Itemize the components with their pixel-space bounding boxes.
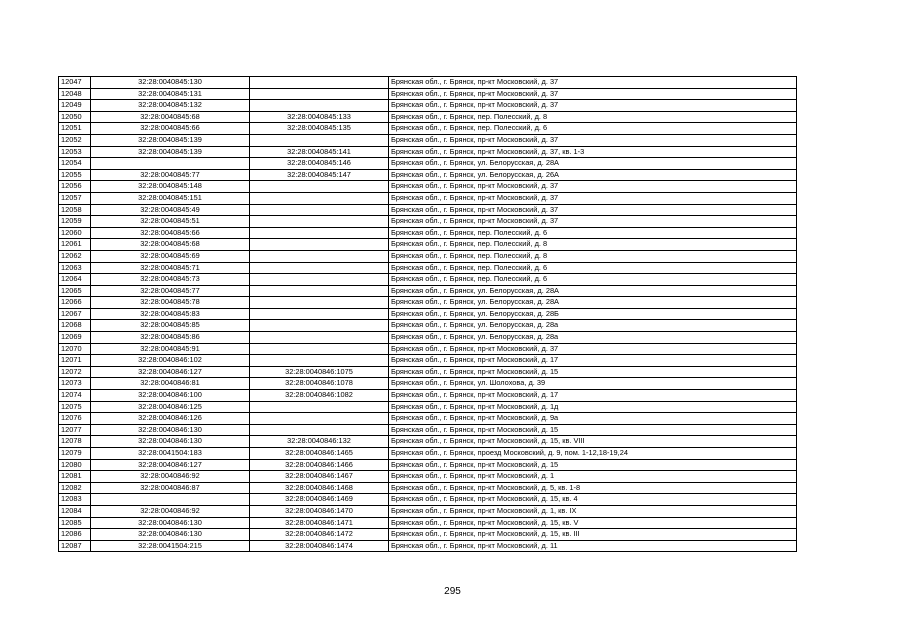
- cadastral-number-cell: 32:28:0040845:91: [91, 343, 250, 355]
- address-cell: Брянская обл., г. Брянск, пр-кт Московский, д. 15: [389, 366, 797, 378]
- table-row: [59, 204, 797, 216]
- related-cadastral-number-cell: [250, 227, 389, 239]
- address-cell: Брянская обл., г. Брянск, ул. Шолохова, д. 39: [389, 378, 797, 390]
- row-number-cell: 12083: [59, 494, 91, 506]
- table-row: [59, 355, 797, 367]
- related-cadastral-number-cell: [250, 413, 389, 425]
- address-cell: Брянская обл., г. Брянск, пр-кт Московский, д. 1, кв. IX: [389, 505, 797, 517]
- table-row: [59, 100, 797, 112]
- related-cadastral-number-cell: 32:28:0040845:141: [250, 146, 389, 158]
- table-row: [59, 216, 797, 228]
- related-cadastral-number-cell: 32:28:0040846:1469: [250, 494, 389, 506]
- cadastral-number-cell: 32:28:0040845:139: [91, 146, 250, 158]
- row-number-cell: 12085: [59, 517, 91, 529]
- cadastral-number-cell: 32:28:0040845:77: [91, 285, 250, 297]
- address-cell: Брянская обл., г. Брянск, ул. Белорусская, д. 28Б: [389, 308, 797, 320]
- cadastral-number-cell: 32:28:0041504:215: [91, 540, 250, 552]
- related-cadastral-number-cell: [250, 250, 389, 262]
- row-number-cell: 12065: [59, 285, 91, 297]
- address-cell: Брянская обл., г. Брянск, проезд Московский, д. 9, пом. 1-12,18-19,24: [389, 448, 797, 460]
- table-row: [59, 332, 797, 344]
- row-number-cell: 12064: [59, 274, 91, 286]
- table-row: [59, 250, 797, 262]
- cadastral-number-cell: 32:28:0040846:100: [91, 390, 250, 402]
- address-cell: Брянская обл., г. Брянск, ул. Белорусская, д. 28А: [389, 285, 797, 297]
- table-row: [59, 285, 797, 297]
- row-number-cell: 12074: [59, 390, 91, 402]
- table-row: [59, 529, 797, 541]
- address-cell: Брянская обл., г. Брянск, пер. Полесский, д. 8: [389, 239, 797, 251]
- related-cadastral-number-cell: [250, 308, 389, 320]
- related-cadastral-number-cell: 32:28:0040846:1474: [250, 540, 389, 552]
- row-number-cell: 12072: [59, 366, 91, 378]
- related-cadastral-number-cell: [250, 297, 389, 309]
- address-cell: Брянская обл., г. Брянск, пр-кт Московский, д. 37: [389, 134, 797, 146]
- cadastral-number-cell: 32:28:0040846:130: [91, 436, 250, 448]
- cadastral-number-cell: 32:28:0040845:148: [91, 181, 250, 193]
- row-number-cell: 12087: [59, 540, 91, 552]
- row-number-cell: 12075: [59, 401, 91, 413]
- row-number-cell: 12047: [59, 77, 91, 89]
- related-cadastral-number-cell: 32:28:0040846:1470: [250, 505, 389, 517]
- cadastral-number-cell: 32:28:0040845:131: [91, 88, 250, 100]
- related-cadastral-number-cell: 32:28:0040846:1465: [250, 448, 389, 460]
- row-number-cell: 12073: [59, 378, 91, 390]
- related-cadastral-number-cell: [250, 134, 389, 146]
- address-cell: Брянская обл., г. Брянск, пр-кт Московский, д. 9а: [389, 413, 797, 425]
- table-row: [59, 448, 797, 460]
- address-cell: Брянская обл., г. Брянск, ул. Белорусская, д. 28а: [389, 332, 797, 344]
- related-cadastral-number-cell: 32:28:0040846:1078: [250, 378, 389, 390]
- related-cadastral-number-cell: [250, 355, 389, 367]
- row-number-cell: 12055: [59, 169, 91, 181]
- address-cell: Брянская обл., г. Брянск, пер. Полесский, д. 6: [389, 123, 797, 135]
- row-number-cell: 12061: [59, 239, 91, 251]
- cadastral-number-cell: 32:28:0040845:83: [91, 308, 250, 320]
- related-cadastral-number-cell: [250, 332, 389, 344]
- cadastral-number-cell: 32:28:0040846:87: [91, 482, 250, 494]
- related-cadastral-number-cell: [250, 424, 389, 436]
- cadastral-number-cell: 32:28:0041504:183: [91, 448, 250, 460]
- address-cell: Брянская обл., г. Брянск, пр-кт Московский, д. 37: [389, 100, 797, 112]
- table-row: [59, 262, 797, 274]
- related-cadastral-number-cell: 32:28:0040846:132: [250, 436, 389, 448]
- address-cell: Брянская обл., г. Брянск, пр-кт Московский, д. 37: [389, 216, 797, 228]
- row-number-cell: 12086: [59, 529, 91, 541]
- cadastral-number-cell: 32:28:0040845:66: [91, 227, 250, 239]
- cadastral-number-cell: 32:28:0040845:86: [91, 332, 250, 344]
- row-number-cell: 12081: [59, 471, 91, 483]
- row-number-cell: 12057: [59, 192, 91, 204]
- cadastral-number-cell: 32:28:0040846:92: [91, 505, 250, 517]
- related-cadastral-number-cell: [250, 262, 389, 274]
- related-cadastral-number-cell: 32:28:0040846:1082: [250, 390, 389, 402]
- cadastral-number-cell: 32:28:0040845:51: [91, 216, 250, 228]
- row-number-cell: 12063: [59, 262, 91, 274]
- row-number-cell: 12068: [59, 320, 91, 332]
- row-number-cell: 12076: [59, 413, 91, 425]
- table-row: [59, 181, 797, 193]
- cadastral-number-cell: 32:28:0040846:92: [91, 471, 250, 483]
- row-number-cell: 12050: [59, 111, 91, 123]
- address-cell: Брянская обл., г. Брянск, пр-кт Московский, д. 5, кв. 1-8: [389, 482, 797, 494]
- cadastral-number-cell: 32:28:0040845:78: [91, 297, 250, 309]
- cadastral-number-cell: 32:28:0040846:127: [91, 459, 250, 471]
- related-cadastral-number-cell: [250, 343, 389, 355]
- table-row: [59, 134, 797, 146]
- address-cell: Брянская обл., г. Брянск, пр-кт Московский, д. 15: [389, 459, 797, 471]
- address-cell: Брянская обл., г. Брянск, пр-кт Московский, д. 37: [389, 343, 797, 355]
- row-number-cell: 12053: [59, 146, 91, 158]
- cadastral-number-cell: 32:28:0040845:68: [91, 111, 250, 123]
- cadastral-number-cell: [91, 494, 250, 506]
- related-cadastral-number-cell: 32:28:0040845:135: [250, 123, 389, 135]
- table-row: [59, 146, 797, 158]
- address-cell: Брянская обл., г. Брянск, пер. Полесский, д. 6: [389, 262, 797, 274]
- cadastral-number-cell: 32:28:0040845:73: [91, 274, 250, 286]
- table-row: [59, 378, 797, 390]
- address-cell: Брянская обл., г. Брянск, пр-кт Московский, д. 37: [389, 181, 797, 193]
- related-cadastral-number-cell: [250, 181, 389, 193]
- cadastral-number-cell: 32:28:0040846:125: [91, 401, 250, 413]
- related-cadastral-number-cell: 32:28:0040845:133: [250, 111, 389, 123]
- address-cell: Брянская обл., г. Брянск, пр-кт Московский, д. 11: [389, 540, 797, 552]
- table-row: [59, 343, 797, 355]
- table-row: [59, 401, 797, 413]
- row-number-cell: 12062: [59, 250, 91, 262]
- table-row: [59, 169, 797, 181]
- row-number-cell: 12077: [59, 424, 91, 436]
- address-cell: Брянская обл., г. Брянск, пр-кт Московский, д. 1: [389, 471, 797, 483]
- address-cell: Брянская обл., г. Брянск, пр-кт Московский, д. 15, кв. V: [389, 517, 797, 529]
- row-number-cell: 12058: [59, 204, 91, 216]
- address-cell: Брянская обл., г. Брянск, пр-кт Московский, д. 15: [389, 424, 797, 436]
- row-number-cell: 12078: [59, 436, 91, 448]
- related-cadastral-number-cell: 32:28:0040846:1075: [250, 366, 389, 378]
- address-cell: Брянская обл., г. Брянск, пр-кт Московский, д. 37: [389, 204, 797, 216]
- cadastral-number-cell: 32:28:0040846:130: [91, 517, 250, 529]
- related-cadastral-number-cell: 32:28:0040846:1467: [250, 471, 389, 483]
- row-number-cell: 12071: [59, 355, 91, 367]
- row-number-cell: 12048: [59, 88, 91, 100]
- row-number-cell: 12067: [59, 308, 91, 320]
- table-row: [59, 424, 797, 436]
- cadastral-number-cell: 32:28:0040845:139: [91, 134, 250, 146]
- table-row: [59, 459, 797, 471]
- row-number-cell: 12049: [59, 100, 91, 112]
- address-cell: Брянская обл., г. Брянск, пер. Полесский, д. 8: [389, 250, 797, 262]
- row-number-cell: 12060: [59, 227, 91, 239]
- address-cell: Брянская обл., г. Брянск, пр-кт Московский, д. 37: [389, 88, 797, 100]
- cadastral-number-cell: [91, 158, 250, 170]
- related-cadastral-number-cell: 32:28:0040845:146: [250, 158, 389, 170]
- related-cadastral-number-cell: 32:28:0040846:1466: [250, 459, 389, 471]
- table-row: [59, 123, 797, 135]
- row-number-cell: 12080: [59, 459, 91, 471]
- cadastral-number-cell: 32:28:0040845:49: [91, 204, 250, 216]
- related-cadastral-number-cell: [250, 401, 389, 413]
- row-number-cell: 12069: [59, 332, 91, 344]
- address-cell: Брянская обл., г. Брянск, пр-кт Московский, д. 37, кв. 1-3: [389, 146, 797, 158]
- table-row: [59, 88, 797, 100]
- table-row: [59, 482, 797, 494]
- related-cadastral-number-cell: 32:28:0040846:1468: [250, 482, 389, 494]
- related-cadastral-number-cell: [250, 216, 389, 228]
- property-registry-table: [58, 76, 797, 552]
- table-row: [59, 390, 797, 402]
- address-cell: Брянская обл., г. Брянск, пр-кт Московский, д. 37: [389, 192, 797, 204]
- address-cell: Брянская обл., г. Брянск, пр-кт Московский, д. 15, кв. 4: [389, 494, 797, 506]
- table-row: [59, 366, 797, 378]
- address-cell: Брянская обл., г. Брянск, пер. Полесский, д. 6: [389, 274, 797, 286]
- table-row: [59, 192, 797, 204]
- row-number-cell: 12059: [59, 216, 91, 228]
- address-cell: Брянская обл., г. Брянск, пр-кт Московский, д. 1д: [389, 401, 797, 413]
- table-row: [59, 471, 797, 483]
- cadastral-number-cell: 32:28:0040845:66: [91, 123, 250, 135]
- cadastral-number-cell: 32:28:0040845:151: [91, 192, 250, 204]
- cadastral-number-cell: 32:28:0040846:127: [91, 366, 250, 378]
- table-row: [59, 413, 797, 425]
- row-number-cell: 12084: [59, 505, 91, 517]
- row-number-cell: 12051: [59, 123, 91, 135]
- cadastral-number-cell: 32:28:0040846:81: [91, 378, 250, 390]
- address-cell: Брянская обл., г. Брянск, пр-кт Московский, д. 17: [389, 355, 797, 367]
- cadastral-number-cell: 32:28:0040846:130: [91, 424, 250, 436]
- address-cell: Брянская обл., г. Брянск, пр-кт Московский, д. 15, кв. VIII: [389, 436, 797, 448]
- table-row: [59, 436, 797, 448]
- row-number-cell: 12052: [59, 134, 91, 146]
- address-cell: Брянская обл., г. Брянск, пр-кт Московский, д. 15, кв. III: [389, 529, 797, 541]
- cadastral-number-cell: 32:28:0040846:126: [91, 413, 250, 425]
- table-row: [59, 239, 797, 251]
- related-cadastral-number-cell: 32:28:0040846:1472: [250, 529, 389, 541]
- table-row: [59, 158, 797, 170]
- related-cadastral-number-cell: 32:28:0040845:147: [250, 169, 389, 181]
- address-cell: Брянская обл., г. Брянск, пр-кт Московский, д. 17: [389, 390, 797, 402]
- related-cadastral-number-cell: [250, 100, 389, 112]
- related-cadastral-number-cell: [250, 88, 389, 100]
- cadastral-number-cell: 32:28:0040846:102: [91, 355, 250, 367]
- table-row: [59, 77, 797, 89]
- address-cell: Брянская обл., г. Брянск, пер. Полесский, д. 8: [389, 111, 797, 123]
- cadastral-number-cell: 32:28:0040845:68: [91, 239, 250, 251]
- table-row: [59, 111, 797, 123]
- row-number-cell: 12066: [59, 297, 91, 309]
- registry-table-body: [59, 77, 797, 552]
- related-cadastral-number-cell: [250, 77, 389, 89]
- related-cadastral-number-cell: 32:28:0040846:1471: [250, 517, 389, 529]
- address-cell: Брянская обл., г. Брянск, пер. Полесский, д. 6: [389, 227, 797, 239]
- address-cell: Брянская обл., г. Брянск, пр-кт Московский, д. 37: [389, 77, 797, 89]
- row-number-cell: 12056: [59, 181, 91, 193]
- cadastral-number-cell: 32:28:0040845:77: [91, 169, 250, 181]
- address-cell: Брянская обл., г. Брянск, ул. Белорусская, д. 28А: [389, 297, 797, 309]
- related-cadastral-number-cell: [250, 320, 389, 332]
- related-cadastral-number-cell: [250, 239, 389, 251]
- table-row: [59, 308, 797, 320]
- address-cell: Брянская обл., г. Брянск, ул. Белорусская, д. 28а: [389, 320, 797, 332]
- row-number-cell: 12082: [59, 482, 91, 494]
- address-cell: Брянская обл., г. Брянск, ул. Белорусская, д. 26А: [389, 169, 797, 181]
- address-cell: Брянская обл., г. Брянск, ул. Белорусская, д. 28А: [389, 158, 797, 170]
- related-cadastral-number-cell: [250, 204, 389, 216]
- row-number-cell: 12054: [59, 158, 91, 170]
- table-row: [59, 505, 797, 517]
- row-number-cell: 12070: [59, 343, 91, 355]
- cadastral-number-cell: 32:28:0040845:132: [91, 100, 250, 112]
- table-row: [59, 494, 797, 506]
- cadastral-number-cell: 32:28:0040845:69: [91, 250, 250, 262]
- document-page: [58, 76, 797, 552]
- cadastral-number-cell: 32:28:0040845:71: [91, 262, 250, 274]
- cadastral-number-cell: 32:28:0040845:130: [91, 77, 250, 89]
- related-cadastral-number-cell: [250, 274, 389, 286]
- related-cadastral-number-cell: [250, 192, 389, 204]
- row-number-cell: 12079: [59, 448, 91, 460]
- page-number: 295: [444, 586, 461, 597]
- table-row: [59, 297, 797, 309]
- table-row: [59, 274, 797, 286]
- table-row: [59, 320, 797, 332]
- table-row: [59, 517, 797, 529]
- table-row: [59, 227, 797, 239]
- related-cadastral-number-cell: [250, 285, 389, 297]
- table-row: [59, 540, 797, 552]
- cadastral-number-cell: 32:28:0040846:130: [91, 529, 250, 541]
- cadastral-number-cell: 32:28:0040845:85: [91, 320, 250, 332]
